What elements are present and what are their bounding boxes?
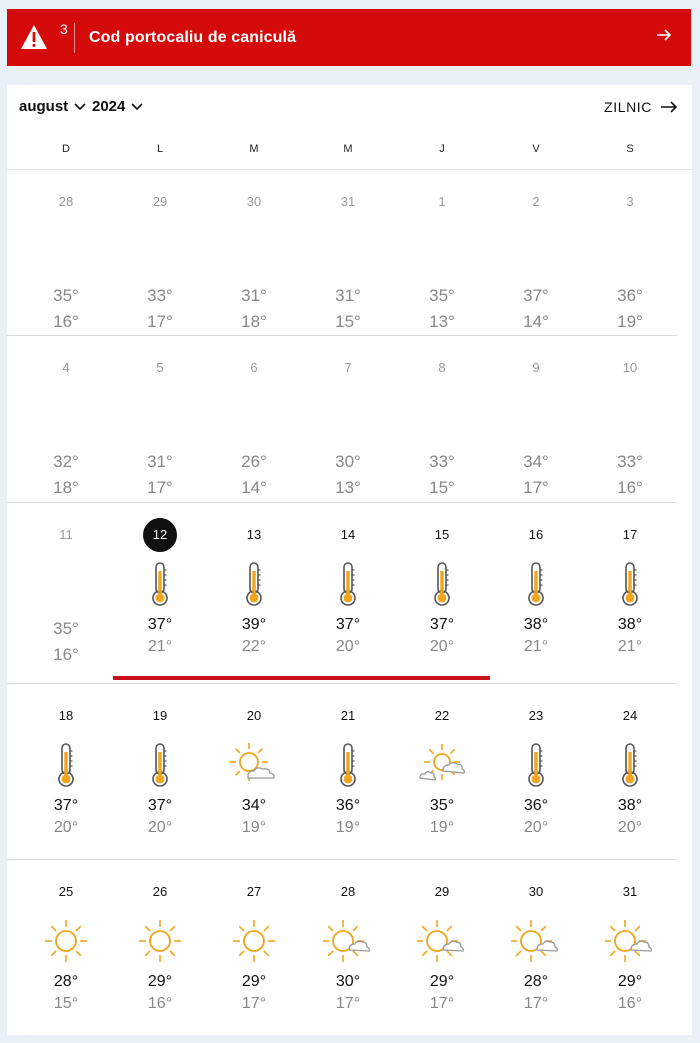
- temp-max: 30°: [335, 452, 361, 471]
- temp-max: 39°: [241, 616, 267, 633]
- temp-min: 13°: [335, 478, 361, 497]
- heat-alert-banner[interactable]: [7, 9, 691, 66]
- temp-min: 19°: [241, 819, 267, 836]
- day-cell[interactable]: [489, 705, 583, 839]
- day-cell[interactable]: [395, 705, 489, 839]
- temp-min: 20°: [429, 638, 455, 655]
- temp-max: 29°: [429, 973, 455, 990]
- day-cell[interactable]: [207, 191, 301, 335]
- month-label: august: [19, 98, 69, 115]
- sun-clouds-icon: [417, 742, 467, 793]
- temp-min: 18°: [53, 478, 79, 497]
- temp-max: 29°: [617, 973, 643, 990]
- day-cell[interactable]: [489, 881, 583, 1015]
- day-cell[interactable]: [207, 881, 301, 1015]
- temp-min: 15°: [53, 995, 79, 1012]
- weekday-label: S: [626, 143, 634, 155]
- day-number: 30: [528, 884, 544, 899]
- thermometer-icon: [55, 742, 77, 793]
- day-number: 27: [246, 884, 262, 899]
- day-number: 30: [246, 194, 262, 209]
- temp-max: 35°: [53, 619, 79, 638]
- day-number: 28: [58, 194, 74, 209]
- temp-max: 38°: [617, 797, 643, 814]
- day-cell[interactable]: [19, 357, 113, 501]
- day-cell[interactable]: [489, 357, 583, 501]
- thermometer-icon: [619, 742, 641, 793]
- day-cell[interactable]: [489, 191, 583, 335]
- day-number: 25: [58, 884, 74, 899]
- temp-max: 35°: [429, 797, 455, 814]
- day-number: 13: [246, 527, 262, 542]
- day-cell[interactable]: [301, 524, 395, 658]
- calendar-week-row: [7, 859, 677, 1035]
- day-cell[interactable]: [583, 191, 677, 335]
- day-number: 4: [62, 360, 70, 375]
- temp-max: 37°: [147, 797, 173, 814]
- day-cell[interactable]: [113, 881, 207, 1015]
- day-number: 26: [152, 884, 168, 899]
- day-number: 3: [626, 194, 634, 209]
- day-cell[interactable]: [301, 357, 395, 501]
- day-cell[interactable]: [395, 881, 489, 1015]
- sun-cloud-small-icon: [511, 918, 561, 969]
- temp-max: 28°: [523, 973, 549, 990]
- temp-min: 19°: [335, 819, 361, 836]
- temp-max: 33°: [429, 452, 455, 471]
- day-cell[interactable]: [395, 524, 489, 658]
- arrow-right-icon: [655, 26, 673, 44]
- day-number: 29: [434, 884, 450, 899]
- weekday-label: L: [156, 143, 164, 155]
- temp-min: 17°: [147, 478, 173, 497]
- thermometer-icon: [337, 561, 359, 612]
- daily-view-link[interactable]: [604, 99, 678, 115]
- day-number: 5: [156, 360, 164, 375]
- day-number: 23: [528, 708, 544, 723]
- temp-max: 35°: [53, 286, 79, 305]
- chevron-down-icon: [74, 103, 86, 111]
- temp-max: 33°: [147, 286, 173, 305]
- temp-min: 14°: [241, 478, 267, 497]
- day-number: 14: [340, 527, 356, 542]
- day-number: 15: [434, 527, 450, 542]
- thermometer-icon: [525, 742, 547, 793]
- day-number: 7: [344, 360, 352, 375]
- day-number: 19: [152, 708, 168, 723]
- thermometer-icon: [431, 561, 453, 612]
- temp-min: 13°: [429, 312, 455, 331]
- temp-max: 38°: [617, 616, 643, 633]
- weekday-label: J: [439, 143, 445, 155]
- year-select[interactable]: [92, 98, 143, 115]
- temp-min: 19°: [429, 819, 455, 836]
- temp-min: 21°: [617, 638, 643, 655]
- temp-max: 37°: [53, 797, 79, 814]
- temp-min: 19°: [617, 312, 643, 331]
- temp-max: 36°: [617, 286, 643, 305]
- weekday-label: V: [532, 143, 540, 155]
- chevron-down-icon: [131, 103, 143, 111]
- day-cell[interactable]: [19, 881, 113, 1015]
- day-number: 9: [532, 360, 540, 375]
- day-cell[interactable]: [19, 705, 113, 839]
- day-cell[interactable]: [207, 705, 301, 839]
- day-number: 28: [340, 884, 356, 899]
- sun-cloud-small-icon: [417, 918, 467, 969]
- temp-max: 31°: [335, 286, 361, 305]
- calendar-week-row: [7, 335, 677, 503]
- day-number: 22: [434, 708, 450, 723]
- calendar-week-row: [7, 502, 677, 684]
- weekday-label: D: [62, 143, 70, 155]
- heatwave-period-underline: [113, 676, 490, 680]
- temp-max: 29°: [241, 973, 267, 990]
- sun-icon: [43, 918, 89, 969]
- day-number: 8: [438, 360, 446, 375]
- temp-min: 20°: [147, 819, 173, 836]
- sun-cloud-icon: [230, 742, 278, 793]
- day-cell[interactable]: [207, 357, 301, 501]
- day-number: 31: [622, 884, 638, 899]
- day-number: 11: [59, 527, 73, 542]
- temp-min: 20°: [523, 819, 549, 836]
- temp-max: 31°: [147, 452, 173, 471]
- calendar-week-row: [7, 683, 677, 860]
- temp-min: 17°: [147, 312, 173, 331]
- temp-max: 31°: [241, 286, 267, 305]
- day-cell[interactable]: [19, 524, 113, 668]
- day-number: 1: [438, 194, 446, 209]
- thermometer-icon: [525, 561, 547, 612]
- weekday-label: M: [249, 143, 259, 155]
- temp-min: 15°: [429, 478, 455, 497]
- temp-max: 37°: [523, 286, 549, 305]
- temp-min: 15°: [335, 312, 361, 331]
- calendar-week-row: [7, 169, 677, 336]
- temp-max: 33°: [617, 452, 643, 471]
- day-cell[interactable]: [301, 705, 395, 839]
- temp-max: 34°: [241, 797, 267, 814]
- day-cell[interactable]: [583, 705, 677, 839]
- day-cell[interactable]: [583, 881, 677, 1015]
- alert-count: 3: [60, 20, 68, 37]
- temp-min: 17°: [523, 995, 549, 1012]
- thermometer-icon: [619, 561, 641, 612]
- day-number: 20: [246, 708, 262, 723]
- temp-min: 17°: [523, 478, 549, 497]
- temp-max: 28°: [53, 973, 79, 990]
- temp-min: 18°: [241, 312, 267, 331]
- day-cell[interactable]: [113, 705, 207, 839]
- temp-max: 30°: [335, 973, 361, 990]
- day-number: 18: [58, 708, 74, 723]
- day-number: 16: [528, 527, 544, 542]
- weekday-label: M: [343, 143, 353, 155]
- temp-min: 14°: [523, 312, 549, 331]
- temp-min: 17°: [241, 995, 267, 1012]
- day-number: 31: [340, 194, 356, 209]
- temp-min: 16°: [53, 312, 79, 331]
- sun-cloud-small-icon: [605, 918, 655, 969]
- sun-cloud-small-icon: [323, 918, 373, 969]
- temp-min: 21°: [147, 638, 173, 655]
- day-cell[interactable]: [395, 357, 489, 501]
- temp-min: 20°: [53, 819, 79, 836]
- thermometer-icon: [337, 742, 359, 793]
- alert-text: Cod portocaliu de caniculă: [89, 28, 297, 46]
- today-date: 12: [143, 518, 177, 552]
- sun-icon: [137, 918, 183, 969]
- day-cell[interactable]: [301, 881, 395, 1015]
- day-cell[interactable]: [113, 191, 207, 335]
- temp-max: 37°: [147, 616, 173, 633]
- temp-max: 37°: [429, 616, 455, 633]
- temp-min: 16°: [53, 645, 79, 664]
- alert-divider: [74, 23, 75, 53]
- thermometer-icon: [149, 742, 171, 793]
- temp-max: 29°: [147, 973, 173, 990]
- thermometer-icon: [149, 561, 171, 612]
- day-cell[interactable]: [583, 524, 677, 658]
- day-cell[interactable]: [489, 524, 583, 658]
- temp-min: 16°: [617, 478, 643, 497]
- calendar-toolbar: [7, 85, 692, 131]
- temp-max: 37°: [335, 616, 361, 633]
- temp-min: 17°: [429, 995, 455, 1012]
- arrow-right-icon: [660, 100, 678, 114]
- day-cell[interactable]: [583, 357, 677, 501]
- temp-max: 35°: [429, 286, 455, 305]
- monthly-calendar: [7, 85, 692, 1035]
- day-number: 17: [622, 527, 638, 542]
- temp-max: 36°: [523, 797, 549, 814]
- sun-icon: [231, 918, 277, 969]
- day-number: 6: [250, 360, 258, 375]
- day-cell[interactable]: [113, 357, 207, 501]
- warning-icon: [19, 20, 68, 53]
- temp-min: 20°: [335, 638, 361, 655]
- temp-min: 16°: [147, 995, 173, 1012]
- daily-view-label: ZILNIC: [604, 99, 652, 115]
- temp-max: 36°: [335, 797, 361, 814]
- day-number: 24: [622, 708, 638, 723]
- month-select[interactable]: [19, 98, 86, 115]
- day-number: 29: [152, 194, 168, 209]
- day-cell[interactable]: [113, 524, 207, 658]
- day-cell[interactable]: [301, 191, 395, 335]
- temp-max: 38°: [523, 616, 549, 633]
- day-cell[interactable]: [395, 191, 489, 335]
- temp-min: 22°: [241, 638, 267, 655]
- year-label: 2024: [92, 98, 126, 115]
- thermometer-icon: [243, 561, 265, 612]
- temp-min: 16°: [617, 995, 643, 1012]
- temp-max: 34°: [523, 452, 549, 471]
- temp-max: 26°: [241, 452, 267, 471]
- temp-min: 17°: [335, 995, 361, 1012]
- day-cell[interactable]: [19, 191, 113, 335]
- temp-min: 20°: [617, 819, 643, 836]
- day-number: 21: [340, 708, 356, 723]
- day-number: 2: [532, 194, 540, 209]
- day-cell[interactable]: [207, 524, 301, 658]
- weekday-header: [7, 131, 692, 170]
- temp-max: 32°: [53, 452, 79, 471]
- day-number: 10: [622, 360, 638, 375]
- temp-min: 21°: [523, 638, 549, 655]
